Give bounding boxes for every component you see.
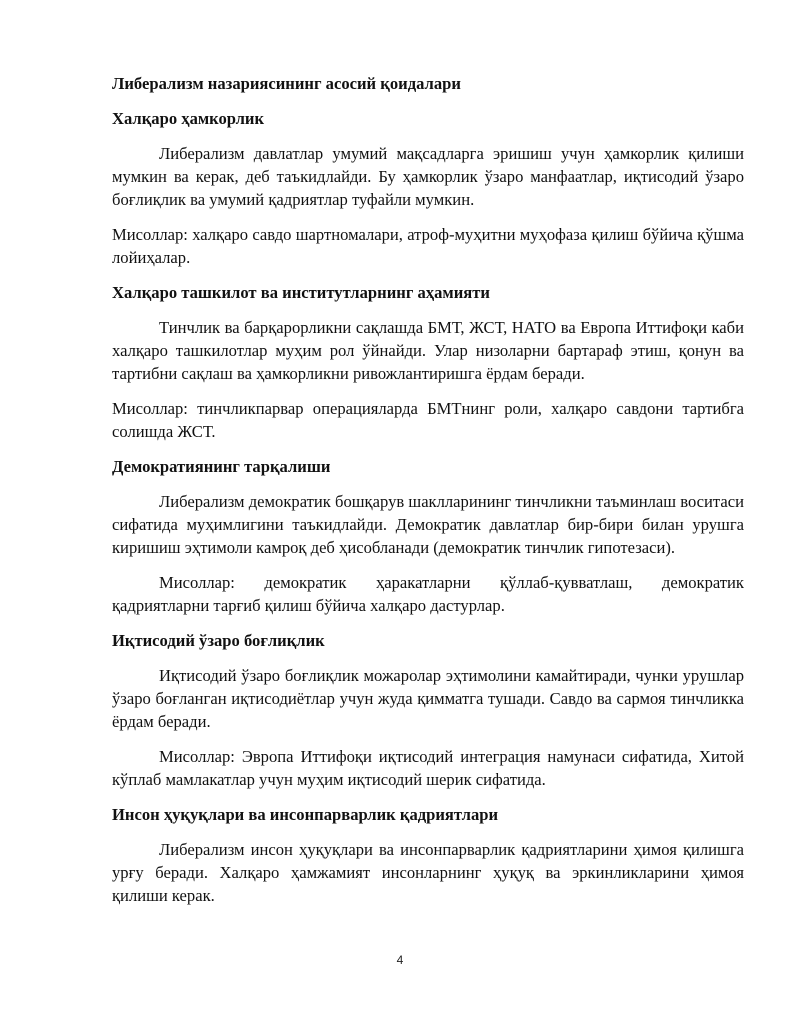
paragraph-examples: Мисоллар: демократик ҳаракатларни қўллаб-қувватлаш, демократик қадриятларни тарғиб қилиш бўйича халқаро дастурлар. — [112, 573, 744, 615]
section-heading-economic-interdependence: Иқтисодий ўзаро боғлиқлик — [112, 631, 325, 650]
paragraph-examples: Мисоллар: Эвропа Иттифоқи иқтисодий интеграция намунаси сифатида, Хитой кўплаб мамлакатлар учун муҳим иқтисодий шерик сифатида. — [112, 747, 744, 789]
paragraph: Либерализм инсон ҳуқуқлари ва инсонпарварлик қадриятларини ҳимоя қилишга урғу беради. Халқаро ҳамжамият инсонларнинг ҳуқуқ ва эркинликларини ҳимоя қилиши керак. — [112, 840, 744, 905]
section-heading-international-cooperation: Халқаро ҳамкорлик — [112, 109, 265, 128]
section-heading-international-organizations: Халқаро ташкилот ва институтларнинг аҳамияти — [112, 283, 490, 302]
paragraph: Либерализм демократик бошқарув шаклларининг тинчликни таъминлаш воситаси сифатида муҳимлигини таъкидлайди. Демократик давлатлар бир-бири билан урушга киришиш эҳтимоли камроқ деб ҳисобланади (демократик тинчлик гипотезаси). — [112, 492, 744, 557]
section-heading-human-rights: Инсон ҳуқуқлари ва инсонпарварлик қадриятлари — [112, 805, 499, 824]
paragraph: Тинчлик ва барқарорликни сақлашда БМТ, ЖСТ, НАТО ва Европа Иттифоқи каби халқаро ташкилотлар муҳим рол ўйнайди. Улар низоларни бартараф этиш, қонун ва тартибни сақлаш ва ҳамкорликни ривожлантиришга ёрдам беради. — [112, 318, 744, 383]
paragraph-examples: Мисоллар: тинчликпарвар операцияларда БМТнинг роли, халқаро савдони тартибга солишда ЖСТ. — [112, 399, 744, 441]
paragraph: Либерализм давлатлар умумий мақсадларга эришиш учун ҳамкорлик қилиши мумкин ва керак, деб таъкидлайди. Бу ҳамкорлик ўзаро манфаатлар, иқтисодий ўзаро боғлиқлик ва умумий қадриятлар туфайли мумкин. — [112, 144, 744, 209]
section-heading-spread-of-democracy: Демократиянинг тарқалиши — [112, 457, 331, 476]
paragraph: Иқтисодий ўзаро боғлиқлик можаролар эҳтимолини камайтиради, чунки урушлар ўзаро боғланган иқтисодиётлар учун жуда қимматга тушади. Савдо ва сармоя тинчликка ёрдам беради. — [112, 666, 744, 731]
paragraph-examples: Мисоллар: халқаро савдо шартномалари, атроф-муҳитни муҳофаза қилиш бўйича қўшма лойиҳалар. — [112, 225, 744, 267]
document-title: Либерализм назариясининг асосий қоидалари — [112, 74, 461, 93]
page-number: 4 — [396, 953, 404, 967]
page-content — [112, 72, 744, 919]
